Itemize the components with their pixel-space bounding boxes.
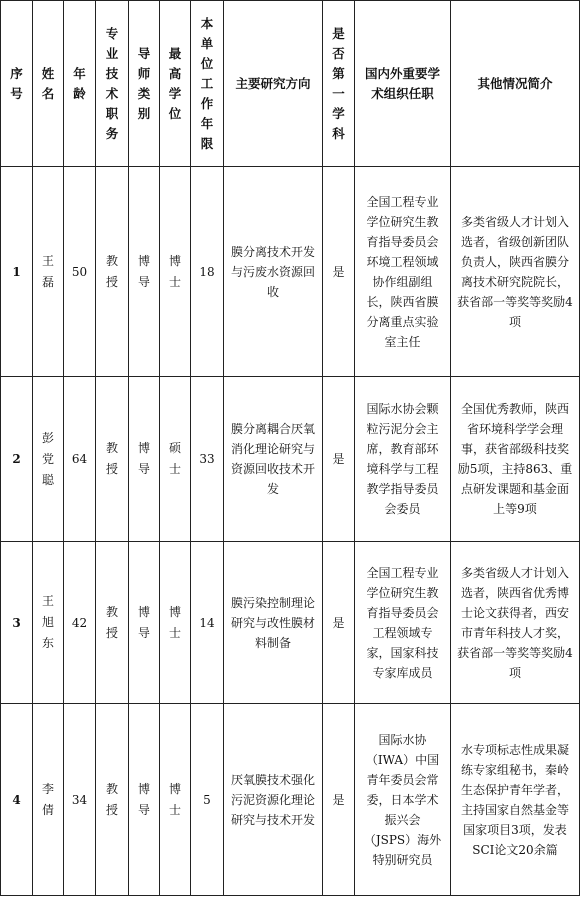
cell-intro: 水专项标志性成果凝练专家组秘书，秦岭生态保护青年学者，主持国家自然基金等国家项目3项，发表SCI论文20余篇 — [451, 704, 580, 896]
cell-supervisor: 博导 — [129, 542, 160, 704]
cell-supervisor: 博导 — [129, 377, 160, 542]
cell-years: 5 — [191, 704, 224, 896]
cell-research: 膜分离技术开发与污废水资源回收 — [224, 167, 323, 377]
header-research: 主要研究方向 — [224, 1, 323, 167]
cell-degree: 博士 — [160, 704, 191, 896]
header-supervisor: 导师类别 — [129, 1, 160, 167]
header-degree: 最高学位 — [160, 1, 191, 167]
header-years: 本单位工作年限 — [191, 1, 224, 167]
cell-supervisor: 博导 — [129, 704, 160, 896]
cell-research: 膜分离耦合厌氧消化理论研究与资源回收技术开发 — [224, 377, 323, 542]
cell-years: 18 — [191, 167, 224, 377]
cell-research: 膜污染控制理论研究与改性膜材料制备 — [224, 542, 323, 704]
cell-name: 王旭东 — [33, 542, 64, 704]
header-age: 年龄 — [64, 1, 96, 167]
cell-orgs: 国际水协会颗粒污泥分会主席，教育部环境科学与工程教学指导委员会委员 — [355, 377, 451, 542]
cell-orgs: 全国工程专业学位研究生教育指导委员会环境工程领域协作组副组长，陕西省膜分离重点实验室主任 — [355, 167, 451, 377]
cell-first-discipline: 是 — [323, 542, 355, 704]
header-name: 姓名 — [33, 1, 64, 167]
cell-orgs: 全国工程专业学位研究生教育指导委员会工程领域专家，国家科技专家库成员 — [355, 542, 451, 704]
header-seq: 序号 — [1, 1, 33, 167]
cell-first-discipline: 是 — [323, 167, 355, 377]
cell-name: 王磊 — [33, 167, 64, 377]
table-row — [1, 167, 580, 377]
cell-seq: 1 — [1, 167, 33, 377]
cell-orgs: 国际水协（IWA）中国青年委员会常委，日本学术振兴会（JSPS）海外特别研究员 — [355, 704, 451, 896]
header-title: 专业技术职务 — [96, 1, 129, 167]
cell-name: 彭党聪 — [33, 377, 64, 542]
cell-title: 教授 — [96, 377, 129, 542]
table-row — [1, 542, 580, 704]
header-intro: 其他情况简介 — [451, 1, 580, 167]
cell-intro: 多类省级人才计划入选者，陕西省优秀博士论文获得者，西安市青年科技人才奖，获省部一等奖等奖励4项 — [451, 542, 580, 704]
header-orgs: 国内外重要学术组织任职 — [355, 1, 451, 167]
cell-age: 64 — [64, 377, 96, 542]
cell-age: 34 — [64, 704, 96, 896]
cell-intro: 多类省级人才计划入选者，省级创新团队负责人，陕西省膜分离技术研究院院长，获省部一等奖等奖励4项 — [451, 167, 580, 377]
cell-age: 42 — [64, 542, 96, 704]
cell-seq: 2 — [1, 377, 33, 542]
cell-years: 14 — [191, 542, 224, 704]
header-row — [1, 1, 580, 167]
table-row — [1, 704, 580, 896]
cell-age: 50 — [64, 167, 96, 377]
cell-degree: 博士 — [160, 167, 191, 377]
cell-title: 教授 — [96, 167, 129, 377]
cell-supervisor: 博导 — [129, 167, 160, 377]
cell-title: 教授 — [96, 542, 129, 704]
cell-title: 教授 — [96, 704, 129, 896]
cell-intro: 全国优秀教师，陕西省环境科学学会理事，获省部级科技奖励5项，主持863、重点研发课题和基金面上等9项 — [451, 377, 580, 542]
cell-seq: 3 — [1, 542, 33, 704]
header-first-discipline: 是否第一学科 — [323, 1, 355, 167]
cell-years: 33 — [191, 377, 224, 542]
cell-degree: 博士 — [160, 542, 191, 704]
cell-seq: 4 — [1, 704, 33, 896]
cell-research: 厌氧膜技术强化污泥资源化理论研究与技术开发 — [224, 704, 323, 896]
table-row — [1, 377, 580, 542]
cell-first-discipline: 是 — [323, 704, 355, 896]
cell-name: 李倩 — [33, 704, 64, 896]
cell-degree: 硕士 — [160, 377, 191, 542]
cell-first-discipline: 是 — [323, 377, 355, 542]
